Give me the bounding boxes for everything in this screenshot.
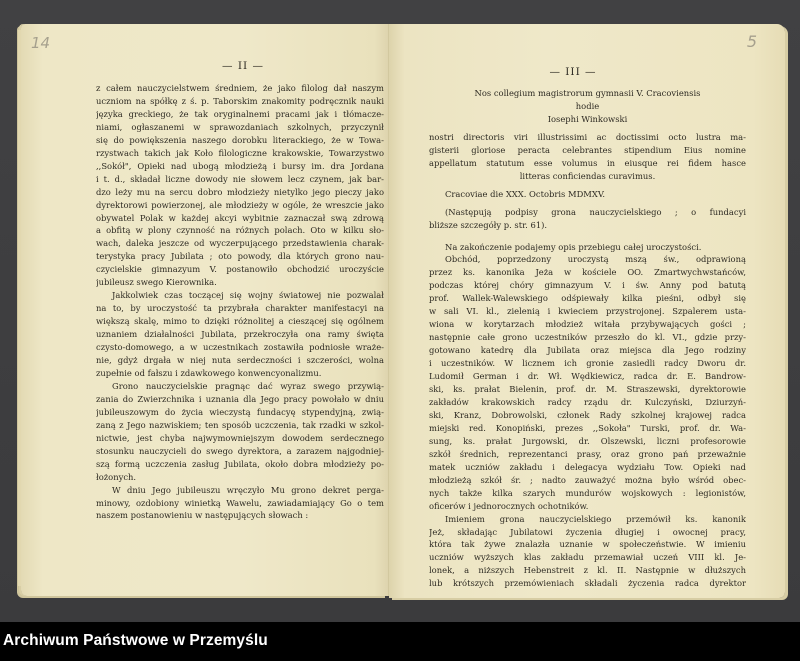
text-line: ski, ks. prałat Bielenin, prof. dr. M. Straszewski, dyrektorowie [429,384,746,395]
text-line: a obfitą w plony czynność na różnych polach. Oto w kilku sło- [96,225,384,236]
text-line: rzystwach takich jak Koło filologiczne krakowskie, Towarzystwo [96,147,384,158]
signature-note-line: (Następują podpisy grona nauczycielskiego ; o fundacyi [445,206,746,217]
text-line: nie, gdyż drgała w niej nuta serdeczności i szczerości, wolna [96,355,384,366]
text-line: Imieniem grona nauczycielskiego przemówił ks. kanonik [445,513,746,524]
text-line: podczas której chóry gimnazyum V. i św. Anny pod batutą [429,280,746,291]
text-line: ski, Kranz, Dobrowolski, członek Rady szkolnej krajowej radca [429,409,746,420]
text-line: miejski red. Konopiński, prezes ,,Sokoła" Turski, prof. dr. Wa- [429,422,746,433]
text-line: prof. Wallek-Walewskiego odśpiewały kilka pieśni, odbył się [429,293,746,304]
text-line: uczniom na spółkę z ś. p. Taborskim znakomity podręcznik nauki [96,95,384,106]
text-line: szkół średnich, reprezentanci prasy, oraz grono pań przeważnie [429,448,746,459]
page-number-right: — III — [549,66,597,78]
dedication-line: Nos collegium magistrorum gymnasii V. Cracoviensis [474,88,701,98]
text-line: się do powiększenia naszego dorobku literackiego, że w Towa- [96,134,384,145]
text-line: gotowano katedrę dla Jubilata oraz miejsca dla Jego rodziny [429,345,746,356]
text-line: czycielskie gimnazyum V. postanowiło obchodzić uroczyście [96,264,384,275]
dedication-line: hodie [575,100,600,111]
page-number-left: — II — [222,60,264,72]
text-line: wiona w korytarzach młodzież witała przybywających gości ; [429,319,746,330]
dedication-body-line: litteras conficiendas curavimus. [519,170,656,181]
latin-dedication [429,87,746,201]
text-line: większą skalę, mimo to dzięki różnolitej a cieszącej się ogólnem [96,316,384,327]
text-line: dyrektorowi powierzonej, ale młodzieży w ogóle, że wreszcie jako [96,199,384,210]
text-line: lonek, a niższych Hebenstreit z kl. II. Następnie w dłuższych [429,565,746,576]
text-line: Jakkolwiek czas toczącej się wojny światowej nie pozwalał [112,290,384,301]
text-line: i t. d., składał liczne dowody nie słowem lecz czynem, jak bar- [96,173,384,184]
text-line: zupełnie od fałszu i zdawkowego konwencyonalizmu. [96,367,322,378]
text-line: terystyka pracy Jubilata ; oto powody, dla których grono nau- [96,251,384,262]
text-line: ,,Sokół", Opieki nad ubogą młodzieżą i bursy im. dra Jordana [96,160,384,171]
text-line: naszem postanowieniu w następujących słowach : [96,510,309,521]
text-line: dzo leży mu na sercu dobro młodzieży nietylko jego pieczy jako [96,186,384,197]
left-page [21,24,389,596]
dedication-body-line: gisterii gloriose peracta celebrantes stipendium Eius nomine [429,144,746,155]
text-line: Ludomił German i dr. Wł. Wędkiewicz, radca dr. E. Bandrow- [429,371,746,382]
text-line: Obchód, poprzedzony uroczystą mszą św., odprawioną [445,254,746,265]
text-line: która tak żywe znalazła uznanie w społeczeństwie. W imieniu [429,539,746,550]
signature-note-line: bliższe szczegóły p. str. 61). [429,219,548,230]
archive-footer-bar [0,622,800,661]
text-line: oficerów i jednorocznych ochotników. [429,500,589,511]
text-line: z całem nauczycielstwem średniem, że jako filolog dał naszym [96,83,384,93]
text-line: zania do Zwierzchnika i uznania dla Jego pracy powołało w dniu [96,393,384,404]
text-line: nych także kilka szarych mundurów wojskowych : legionistów, [429,487,746,498]
text-line: Na zakończenie podajemy opis przebiegu całej uroczystości. [445,241,702,252]
text-line: łożonych. [96,471,137,482]
text-line: zakładów krakowskich radcy rządu dr. Kulczyński, Dziurzyń- [429,396,746,407]
left-page-body-text [96,82,384,522]
dedication-date: Cracoviae die XXX. Octobris MDMXV. [445,188,606,199]
text-line: uczniów wyższych klas zakładu przemawiał uczeń VIII kl. Je- [429,552,746,563]
pencil-page-mark-right: 5 [746,32,757,51]
text-line: jubileusz swego Kierownika. [96,277,217,288]
dedication-name: Iosephi Winkowski [547,113,628,124]
text-line: Jeż, składając Jubilatowi życzenia długiej i owocnej pracy, [429,526,746,537]
text-line: lub krótszych przemówieniach składali życzenia radca dyrektor [429,578,746,589]
text-line: czysto-domowego, a w uczestnikach zostawiła podniosłe wraże- [96,342,384,353]
pencil-page-mark-left: 14 [31,34,51,52]
text-line: przez ks. kanonika Jeża w kościele OO. Zmartwychwstańców, [429,267,746,278]
text-line: W dniu Jego jubileuszu wręczyło Mu grono dekret perga- [112,484,384,495]
text-line: języka greckiego, że tak oryginalnemi pracami jak i tłómacze- [96,108,384,119]
text-line: następnie całe grono uczestników przeszło do kl. VI., gdzie przy- [429,332,746,343]
archive-name-label: Archiwum Państwowe w Przemyślu [3,632,268,649]
text-line: wach, daleka jeszcze od wyczerpującego przedstawienia charak- [96,238,384,249]
text-line: w sali VI. kl., zielenią i kwieciem przystrojonej. Szpalerem usta- [429,306,746,317]
text-line: szą formą uczczenia zasług Jubilata, około dobra młodzieży po- [96,458,384,469]
text-line: jubileuszowym do życia wieczystą fundacyę stypendyjną, zwią- [96,406,384,417]
text-line: na to, by uroczystość ta przybrała charakter manifestacyi na [96,303,384,314]
text-line: niami, ogłaszanemi w sprawozdaniach szkolnych, przyczynił [96,121,384,132]
text-line: Grono nauczycielskie pragnąc dać wyraz swego przywią- [112,380,384,391]
text-line: minowy, ozdobiony winietką Wawelu, zawiadamiający Go o tem [96,497,384,508]
text-line: uznaniem działalności Jubilata, przekroczyła ona ramy święta [96,329,384,340]
right-page [389,24,785,598]
text-line: matek uczniów zakładu i delegacya wydziału Tow. Opieki nad [429,461,746,472]
text-line: zaną z Jego nazwiskiem; ten sposób uczczenia, tak rzadki w szkol- [96,419,384,430]
text-line: nictwie, jest chyba najwymowniejszym dowodem serdecznego [96,432,384,443]
text-line: obywatel Polak w każdej akcyi wybitnie zaznaczał swą zdrową [96,212,384,223]
dedication-body-line: appellatum statutum esse volumus in eiusque rei fidem hasce [429,157,746,168]
text-line: młodzieżą szkół śr. ; nadto zauważyć można było wśród obec- [429,474,746,485]
dedication-body-line: nostri directoris viri illustrissimi ac doctissimi octo lustra ma- [429,131,746,142]
text-line: sung, ks. prałat Jurgowski, dr. Olszewski, liczni profesorowie [429,435,746,446]
text-line: i uczestników. W licznem ich gronie zasiedli radcy Dworu dr. [429,358,746,369]
right-page-body-text [429,87,746,590]
text-line: stosunku nauczycieli do swego dyrektora, a zarazem najgodniej- [96,445,384,456]
